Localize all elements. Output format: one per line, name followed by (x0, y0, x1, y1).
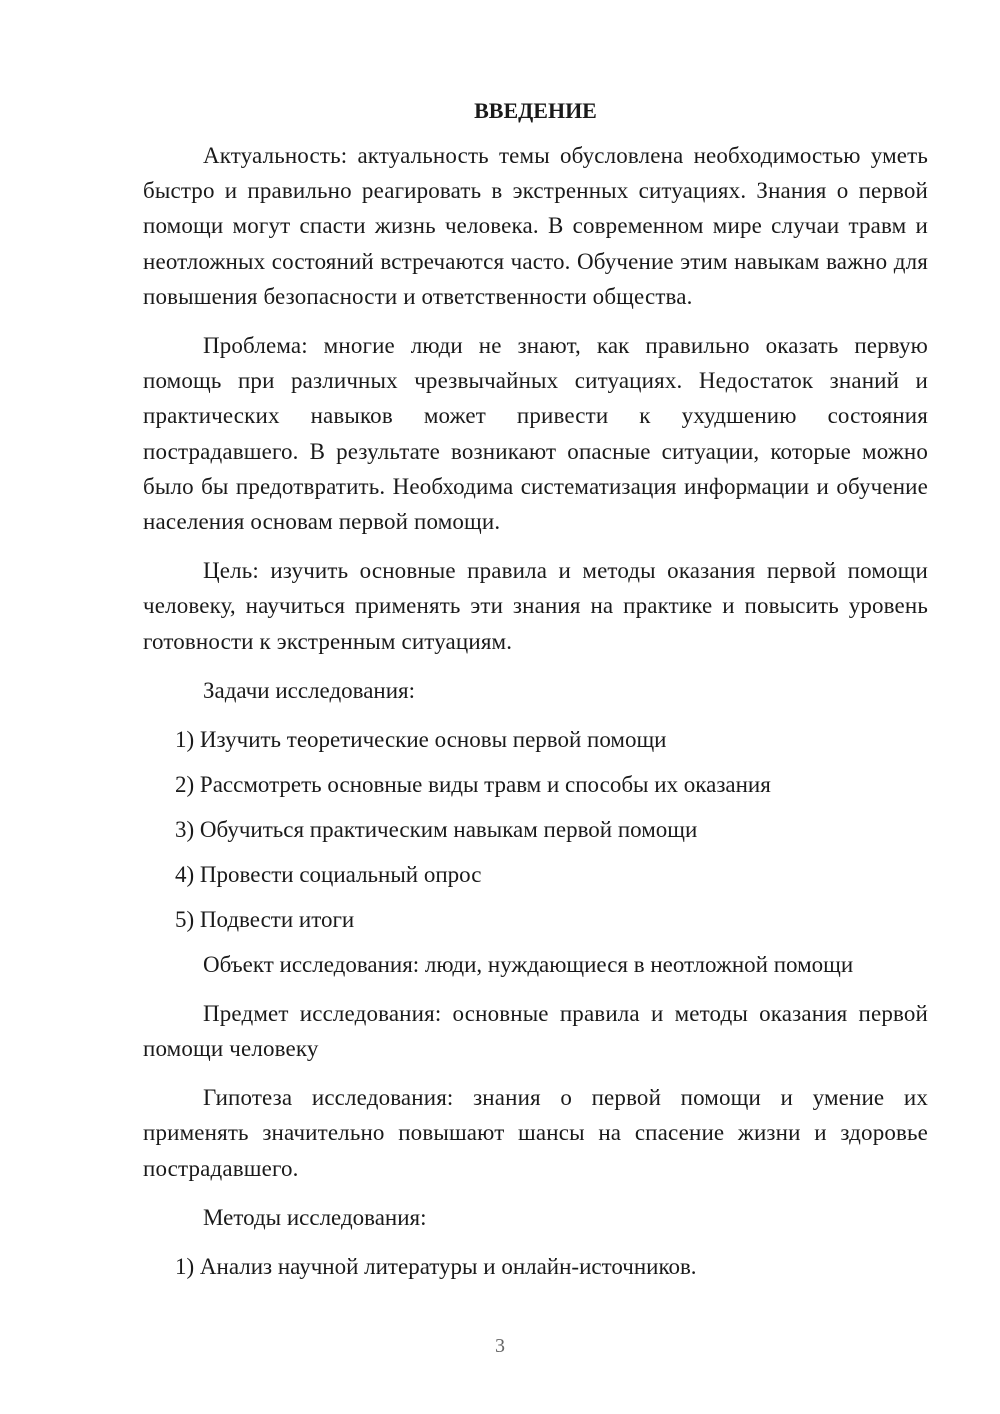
relevance-paragraph: Актуальность: актуальность темы обусловлена необходимостью уметь быстро и правильно реагировать в экстренных ситуациях. Знания о первой помощи могут спасти жизнь человека. В современном мире случаи травм и неотложных состояний встречаются часто. Обучение этим навыкам важно для повышения безопасности и ответственности общества. (143, 143, 928, 309)
object-paragraph: Объект исследования: люди, нуждающиеся в неотложной помощи (203, 951, 854, 977)
list-item: 3) Обучиться практическим навыкам первой помощи (175, 816, 698, 842)
list-item: 2) Рассмотреть основные виды травм и способы их оказания (175, 771, 771, 797)
page-content (143, 96, 928, 1294)
goal-paragraph: Цель: изучить основные правила и методы оказания первой помощи человеку, научиться применять эти знания на практике и повысить уровень готовности к экстренным ситуациям. (143, 558, 928, 654)
tasks-title: Задачи исследования: (203, 677, 416, 703)
tasks-list (143, 722, 928, 937)
methods-list (143, 1249, 928, 1284)
list-item: 4) Провести социальный опрос (175, 861, 482, 887)
problem-paragraph: Проблема: многие люди не знают, как правильно оказать первую помощь при различных чрезвычайных ситуациях. Недостаток знаний и практических навыков может привести к ухудшению состояния пострадавшего. В результате возникают опасные ситуации, которые можно было бы предотвратить. Необходима систематизация информации и обучение населения основам первой помощи. (143, 333, 928, 535)
subject-paragraph: Предмет исследования: основные правила и методы оказания первой помощи человеку (143, 1000, 928, 1062)
hypothesis-paragraph: Гипотеза исследования: знания о первой помощи и умение их применять значительно повышают шансы на спасение жизни и здоровье пострадавшего. (143, 1085, 928, 1181)
page-number: 3 (495, 1335, 505, 1357)
section-heading: ВВЕДЕНИЕ (474, 98, 597, 123)
list-item: 1) Изучить теоретические основы первой помощи (175, 726, 667, 752)
methods-title: Методы исследования: (203, 1204, 427, 1230)
list-item: 5) Подвести итоги (175, 906, 355, 932)
list-item: 1) Анализ научной литературы и онлайн-источников. (175, 1253, 697, 1279)
